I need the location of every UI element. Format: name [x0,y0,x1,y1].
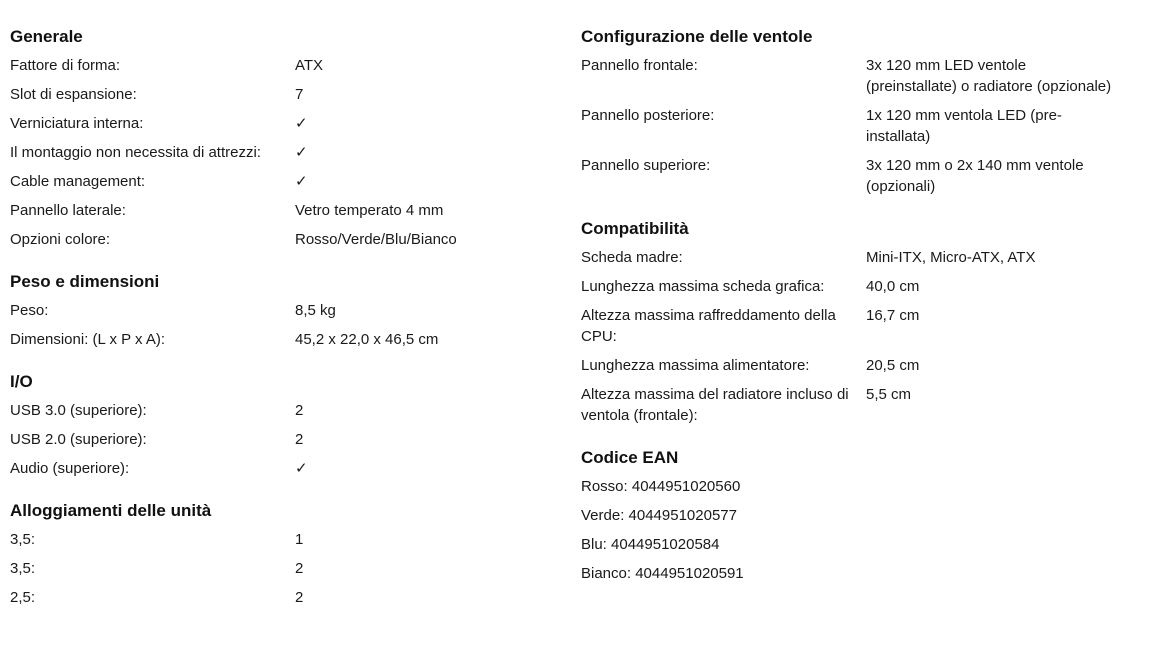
spec-label: Audio (superiore): [10,460,130,477]
section-title: Configurazione delle ventole [581,27,813,46]
spec-row [10,558,550,579]
spec-row [581,105,1141,147]
checkmark-icon: ✓ [295,115,308,132]
spec-value: 8,5 kg [295,302,336,319]
ean-item: Rosso: 4044951020560 [581,478,741,495]
spec-label: Slot di espansione: [10,86,137,103]
right-column [581,26,1141,605]
spec-value: 2 [295,402,304,419]
spec-value: 2 [295,431,304,448]
spec-row [581,247,1141,268]
spec-label: Altezza massima del radiatore incluso di ventola (frontale): [581,386,849,424]
spec-label: USB 3.0 (superiore): [10,402,147,419]
left-column [10,26,550,629]
spec-value: 20,5 cm [866,357,920,374]
spec-row [581,305,1141,347]
section-title: Alloggiamenti delle unità [10,501,212,520]
spec-label: Verniciatura interna: [10,115,144,132]
spec-label: 3,5: [10,560,36,577]
section-codice-ean [581,447,1141,584]
section-peso-dimensioni [10,271,550,350]
section-compatibilita [581,218,1141,426]
section-title: I/O [10,372,33,391]
spec-label: Pannello posteriore: [581,107,715,124]
spec-value: 3x 120 mm o 2x 140 mm ventole (opzionali) [866,157,1084,195]
spec-label: Pannello frontale: [581,57,698,74]
spec-row [10,142,550,163]
spec-row [581,276,1141,297]
spec-label: Opzioni colore: [10,231,111,248]
spec-row [581,155,1141,197]
spec-row [10,55,550,76]
ean-item: Blu: 4044951020584 [581,536,720,553]
spec-label: Pannello laterale: [10,202,126,219]
section-title: Codice EAN [581,448,679,467]
spec-value: 16,7 cm [866,307,920,324]
spec-row [10,300,550,321]
spec-value: 1x 120 mm ventola LED (pre-installata) [866,107,1062,145]
spec-label: Pannello superiore: [581,157,711,174]
spec-row [581,55,1141,97]
spec-label: USB 2.0 (superiore): [10,431,147,448]
spec-row [10,229,550,250]
spec-value: 2 [295,560,304,577]
spec-row [10,200,550,221]
spec-row [10,113,550,134]
spec-row [10,84,550,105]
spec-row [10,171,550,192]
spec-label: Peso: [10,302,49,319]
spec-row [581,384,1141,426]
spec-label: Altezza massima raffreddamento della CPU: [581,307,836,345]
spec-row [10,458,550,479]
spec-row [10,329,550,350]
spec-row [10,529,550,550]
section-title: Peso e dimensioni [10,272,160,291]
checkmark-icon: ✓ [295,460,308,477]
section-title: Compatibilità [581,219,689,238]
spec-value: ATX [295,57,324,74]
spec-row [581,355,1141,376]
section-title: Generale [10,27,83,46]
ean-item: Bianco: 4044951020591 [581,565,744,582]
spec-value: 7 [295,86,304,103]
spec-label: Il montaggio non necessita di attrezzi: [10,144,261,161]
section-io [10,371,550,479]
spec-label: Cable management: [10,173,146,190]
spec-value: 5,5 cm [866,386,912,403]
checkmark-icon: ✓ [295,173,308,190]
spec-value: 2 [295,589,304,606]
spec-value: Mini-ITX, Micro-ATX, ATX [866,249,1036,266]
spec-label: 3,5: [10,531,36,548]
section-configurazione-ventole [581,26,1141,197]
spec-label: 2,5: [10,589,36,606]
spec-value: 1 [295,531,304,548]
spec-label: Lunghezza massima alimentatore: [581,357,810,374]
spec-value: 40,0 cm [866,278,920,295]
spec-label: Dimensioni: (L x P x A): [10,331,166,348]
section-generale [10,26,550,250]
spec-value: Vetro temperato 4 mm [295,202,444,219]
spec-row [10,429,550,450]
spec-row [10,400,550,421]
spec-label: Lunghezza massima scheda grafica: [581,278,825,295]
spec-label: Scheda madre: [581,249,683,266]
checkmark-icon: ✓ [295,144,308,161]
ean-item: Verde: 4044951020577 [581,507,737,524]
spec-value: 3x 120 mm LED ventole (preinstallate) o radiatore (opzionale) [866,57,1112,95]
spec-value: 45,2 x 22,0 x 46,5 cm [295,331,439,348]
spec-value: Rosso/Verde/Blu/Bianco [295,231,457,248]
spec-label: Fattore di forma: [10,57,121,74]
spec-row [10,587,550,608]
section-alloggiamenti [10,500,550,608]
